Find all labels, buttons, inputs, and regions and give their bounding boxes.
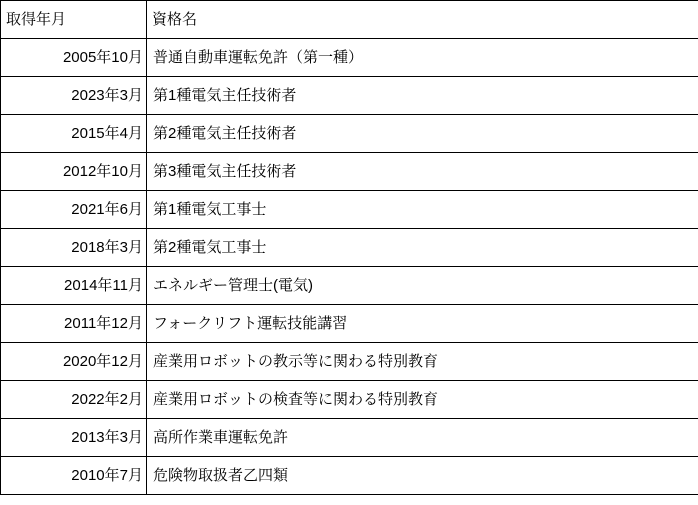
cell-date: 2013年3月 bbox=[1, 419, 147, 457]
cell-date: 2023年3月 bbox=[1, 77, 147, 115]
table-row bbox=[1, 229, 698, 267]
cell-name: 高所作業車運転免許 bbox=[147, 419, 698, 457]
cell-date: 2018年3月 bbox=[1, 229, 147, 267]
cell-name: 第2種電気主任技術者 bbox=[147, 115, 698, 153]
cell-date: 2022年2月 bbox=[1, 381, 147, 419]
cell-date: 2011年12月 bbox=[1, 305, 147, 343]
table-row bbox=[1, 381, 698, 419]
cell-name: 第3種電気主任技術者 bbox=[147, 153, 698, 191]
cell-name: 産業用ロボットの検査等に関わる特別教育 bbox=[147, 381, 698, 419]
table-row bbox=[1, 39, 698, 77]
cell-date: 2012年10月 bbox=[1, 153, 147, 191]
table-row bbox=[1, 305, 698, 343]
cell-name: 危険物取扱者乙四類 bbox=[147, 457, 698, 495]
table-row bbox=[1, 77, 698, 115]
cell-name: エネルギー管理士(電気) bbox=[147, 267, 698, 305]
table-row bbox=[1, 457, 698, 495]
cell-date: 2005年10月 bbox=[1, 39, 147, 77]
table-row bbox=[1, 191, 698, 229]
table-row bbox=[1, 115, 698, 153]
column-header-date: 取得年月 bbox=[1, 1, 147, 39]
cell-name: 第1種電気工事士 bbox=[147, 191, 698, 229]
cell-date: 2020年12月 bbox=[1, 343, 147, 381]
cell-name: フォークリフト運転技能講習 bbox=[147, 305, 698, 343]
table-header-row bbox=[1, 1, 698, 39]
cell-date: 2014年11月 bbox=[1, 267, 147, 305]
table-body bbox=[1, 39, 698, 495]
cell-name: 第2種電気工事士 bbox=[147, 229, 698, 267]
cell-date: 2021年6月 bbox=[1, 191, 147, 229]
cell-date: 2010年7月 bbox=[1, 457, 147, 495]
table-header bbox=[1, 1, 698, 39]
table-row bbox=[1, 153, 698, 191]
cell-name: 普通自動車運転免許（第一種） bbox=[147, 39, 698, 77]
column-header-name: 資格名 bbox=[147, 1, 698, 39]
cell-name: 産業用ロボットの教示等に関わる特別教育 bbox=[147, 343, 698, 381]
table-row bbox=[1, 419, 698, 457]
cell-date: 2015年4月 bbox=[1, 115, 147, 153]
cell-name: 第1種電気主任技術者 bbox=[147, 77, 698, 115]
table-row bbox=[1, 343, 698, 381]
table-row bbox=[1, 267, 698, 305]
